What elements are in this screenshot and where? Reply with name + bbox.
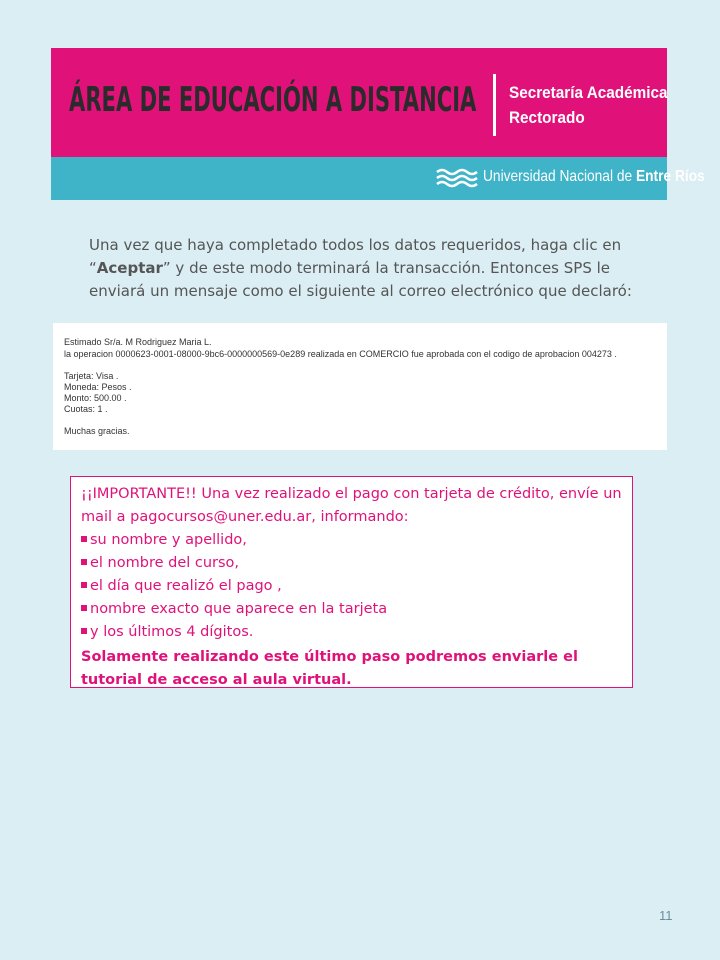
intro-text-1: Una vez que haya completado todos los datos requeridos, haga clic en “ bbox=[89, 236, 622, 277]
email-amount: Monto: 500.00 . bbox=[64, 393, 127, 403]
secretaria-label bbox=[509, 80, 667, 130]
list-item-text: el día que realizó el pago , bbox=[90, 578, 282, 594]
university-name-suffix: Entre Ríos bbox=[635, 168, 705, 185]
list-item bbox=[81, 621, 622, 644]
important-intro: ¡¡IMPORTANTE!! Una vez realizado el pago con tarjeta de crédito, envíe un mail a pagocursos@uner.edu.ar, informando: bbox=[81, 486, 622, 525]
header-banner bbox=[51, 48, 705, 200]
important-closing: Solamente realizando este último paso podremos enviarle el tutorial de acceso al aula virtual. bbox=[81, 649, 578, 688]
list-item-text: el nombre del curso, bbox=[90, 555, 240, 571]
email-card: Tarjeta: Visa . bbox=[64, 371, 119, 381]
intro-paragraph bbox=[89, 234, 669, 303]
list-item-text: nombre exacto que aparece en la tarjeta bbox=[90, 601, 388, 617]
list-item-text: y los últimos 4 dígitos. bbox=[90, 624, 254, 640]
email-operation: la operacion 0000623-0001-08000-9bc6-0000000569-0e289 realizada en COMERCIO fue aprobada con el codigo de aprobacion 004273 . bbox=[64, 349, 617, 359]
secretaria-line-1: Secretaría Académica bbox=[509, 83, 668, 102]
university-name-prefix: Universidad Nacional de bbox=[483, 168, 636, 185]
university-strip bbox=[51, 157, 705, 200]
accept-keyword: Aceptar bbox=[96, 259, 163, 277]
email-greeting: Estimado Sr/a. M Rodriguez Maria L. bbox=[64, 337, 212, 347]
email-currency: Moneda: Pesos . bbox=[64, 382, 132, 392]
banner-divider bbox=[493, 74, 496, 136]
banner-title: ÁREA DE EDUCACIÓN A DISTANCIA bbox=[69, 80, 477, 120]
list-item bbox=[81, 529, 622, 552]
university-name bbox=[483, 168, 705, 186]
bullet-square-icon bbox=[81, 582, 87, 588]
intro-text-2: ” y de este modo terminará la transacción. Entonces SPS le enviará un mensaje como el siguiente al correo electrónico que declaró: bbox=[89, 259, 632, 300]
bullet-square-icon bbox=[81, 628, 87, 634]
list-item bbox=[81, 598, 622, 621]
list-item bbox=[81, 575, 622, 598]
page-number: 11 bbox=[659, 908, 673, 923]
bullet-square-icon bbox=[81, 559, 87, 565]
important-notice bbox=[70, 476, 633, 688]
list-item-text: su nombre y apellido, bbox=[90, 532, 247, 548]
email-installments: Cuotas: 1 . bbox=[64, 404, 108, 414]
email-example bbox=[53, 323, 667, 450]
secretaria-line-2: Rectorado bbox=[509, 108, 585, 127]
list-item bbox=[81, 552, 622, 575]
bullet-square-icon bbox=[81, 536, 87, 542]
bullet-square-icon bbox=[81, 605, 87, 611]
email-thanks: Muchas gracias. bbox=[64, 426, 130, 436]
waves-logo-icon bbox=[435, 167, 479, 189]
